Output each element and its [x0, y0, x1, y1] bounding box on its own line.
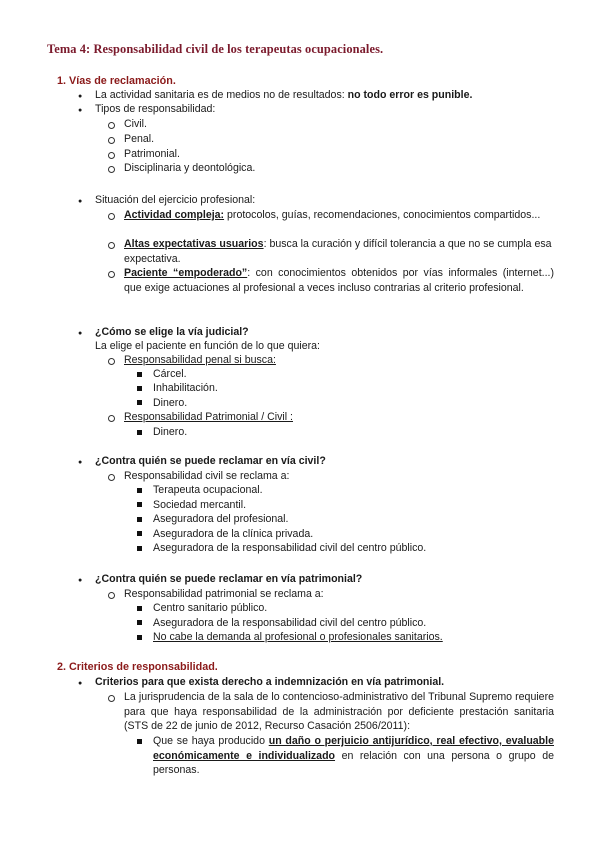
patrimonial-label: Responsabilidad Patrimonial / Civil : [124, 411, 293, 423]
bullet-dot: ● [78, 577, 83, 584]
situacion-expectativas [124, 237, 554, 266]
bullet-square [137, 606, 142, 611]
s1-item-medios [95, 88, 472, 103]
bullet-square [137, 531, 142, 536]
patrimonial-item: No cabe la demanda al profesional o profesionales sanitarios. [153, 631, 443, 643]
bullet-square [137, 430, 142, 435]
document-title: Tema 4: Responsabilidad civil de los terapeutas ocupacionales. [47, 42, 384, 56]
section-1-heading: 1. Vías de reclamación. [57, 75, 176, 87]
bullet-circle [108, 695, 115, 702]
bullet-square [137, 739, 142, 744]
question-via-civil: ¿Contra quién se puede reclamar en vía civil? [95, 455, 326, 467]
bullet-circle [108, 152, 115, 159]
situacion-actividad-text: protocolos, guías, recomendaciones, conocimientos compartidos... [224, 209, 541, 221]
situacion-paciente [124, 266, 554, 295]
civil-sub: Responsabilidad civil se reclama a: [124, 470, 290, 482]
bullet-circle [108, 242, 115, 249]
bullet-square [137, 400, 142, 405]
penal-inhabilitacion: Inhabilitación. [153, 382, 218, 394]
bullet-dot: ● [78, 459, 83, 466]
patrimonial-sub: Responsabilidad patrimonial se reclama a: [124, 588, 324, 600]
section-2-heading: 2. Criterios de responsabilidad. [57, 661, 218, 673]
civil-item: Terapeuta ocupacional. [153, 484, 263, 496]
tipo-disciplinaria: Disciplinaria y deontológica. [124, 162, 256, 174]
situacion-actividad-label: Actividad compleja: [124, 209, 225, 221]
question-via-judicial: ¿Cómo se elige la vía judicial? [95, 326, 249, 338]
requisito-dano-pre: Que se haya producido [153, 735, 269, 747]
bullet-dot: ● [78, 107, 83, 114]
bullet-square [137, 386, 142, 391]
bullet-square [137, 488, 142, 493]
bullet-circle [108, 358, 115, 365]
patrimonial-dinero: Dinero. [153, 426, 188, 438]
penal-carcel: Cárcel. [153, 368, 187, 380]
bullet-circle [108, 592, 115, 599]
civil-item: Aseguradora del profesional. [153, 513, 289, 525]
requisito-dano [153, 734, 554, 778]
tipo-patrimonial: Patrimonial. [124, 148, 180, 160]
via-judicial-text: La elige el paciente en función de lo que quiera: [95, 340, 320, 352]
s1-item-tipos: Tipos de responsabilidad: [95, 103, 216, 115]
requisito-dano-bold: un daño o perjuicio antijurídico, real efectivo, evaluable económicamente e individualizado [153, 735, 554, 762]
bullet-circle [108, 122, 115, 129]
question-via-patrimonial: ¿Contra quién se puede reclamar en vía patrimonial? [95, 573, 363, 585]
patrimonial-item: Aseguradora de la responsabilidad civil del centro público. [153, 617, 427, 629]
bullet-circle [108, 137, 115, 144]
requisito-dano-post: en relación con una persona o grupo de personas. [153, 749, 554, 777]
bullet-square [137, 635, 142, 640]
bullet-dot: ● [78, 198, 83, 205]
civil-item: Sociedad mercantil. [153, 499, 247, 511]
bullet-square [137, 502, 142, 507]
bullet-circle [108, 166, 115, 173]
bullet-square [137, 620, 142, 625]
tipo-civil: Civil. [124, 118, 147, 130]
situacion-actividad [124, 208, 554, 223]
s1-item-situacion: Situación del ejercicio profesional: [95, 194, 256, 206]
s1-item-medios-bold: no todo error es punible. [347, 89, 473, 101]
bullet-square [137, 372, 142, 377]
situacion-paciente-text: : con conocimientos obtenidos por vías informales (internet...) que exige actuaciones al profesional a veces incluso contrarias al criterio profesional. [124, 267, 554, 294]
civil-item: Aseguradora de la responsabilidad civil del centro público. [153, 542, 427, 554]
penal-dinero: Dinero. [153, 397, 188, 409]
bullet-circle [108, 213, 115, 220]
bullet-square [137, 546, 142, 551]
bullet-dot: ● [78, 93, 83, 100]
situacion-paciente-label: Paciente “empoderado” [124, 267, 248, 279]
bullet-circle [108, 271, 115, 278]
jurisprudencia-text: La jurisprudencia de la sala de lo contencioso-administrativo del Tribunal Supremo requiere para que haya responsabilidad de la administración por deficiente prestación sanitaria (STS de 22 de junio de 2012, Recurso Casación 2506/2011): [124, 691, 554, 733]
penal-label: Responsabilidad penal si busca: [124, 354, 276, 366]
bullet-circle [108, 415, 115, 422]
bullet-square [137, 517, 142, 522]
tipo-penal: Penal. [124, 133, 155, 145]
situacion-expectativas-text: : busca la curación y difícil tolerancia a que no se cumpla esa expectativa. [124, 238, 552, 265]
civil-item: Aseguradora de la clínica privada. [153, 528, 314, 540]
bullet-dot: ● [78, 680, 83, 687]
bullet-circle [108, 474, 115, 481]
bullet-dot: ● [78, 330, 83, 337]
situacion-expectativas-label: Altas expectativas usuarios [124, 238, 264, 250]
patrimonial-item: Centro sanitario público. [153, 602, 268, 614]
criterios-indemnizacion: Criterios para que exista derecho a indemnización en vía patrimonial. [95, 676, 445, 688]
s1-item-medios-text: La actividad sanitaria es de medios no de resultados: [95, 89, 348, 101]
